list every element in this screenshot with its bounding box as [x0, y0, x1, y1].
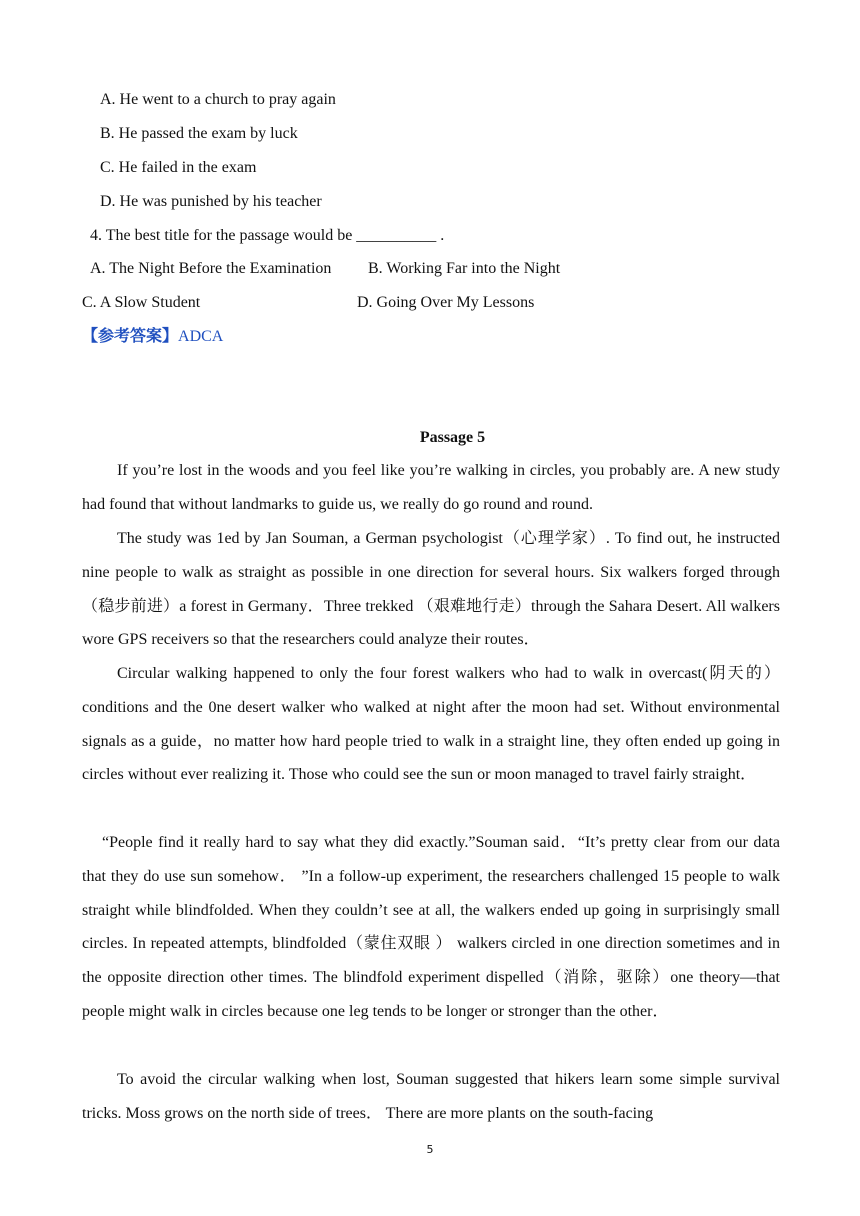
- answer-label: 【参考答案】: [82, 328, 179, 345]
- answer-key: [82, 327, 223, 347]
- q4-option-c: C. A Slow Student: [82, 294, 201, 311]
- q4-option-a: A. The Night Before the Examination: [90, 260, 332, 277]
- passage-paragraph: The study was 1ed by Jan Souman, a German psychologist（心理学家）. To find out, he instructed nine people to walk as straight as possible in one direction for several hours. Six walkers forged through（稳步前进）a forest in Germany．Three trekked （艰难地行走）through the Sahara Desert. All walkers wore GPS receivers so that the researchers could analyze their routes．: [82, 530, 780, 649]
- q4-option-b: B. Working Far into the Night: [368, 260, 561, 277]
- q4-option-d: D. Going Over My Lessons: [357, 294, 535, 311]
- q3-option-a: A. He went to a church to pray again: [100, 91, 336, 108]
- q3-option-d: D. He was punished by his teacher: [100, 193, 322, 210]
- passage-paragraph: To avoid the circular walking when lost, Souman suggested that hikers learn some simple survival tricks. Moss grows on the north side of trees． There are more plants on the south-facing: [82, 1071, 780, 1122]
- passage-paragraph: Circular walking happened to only the four forest walkers who had to walk in overcast(阴天的）conditions and the 0ne desert walker who walked at night after the moon had set. Without environmental signals as a guide，no matter how hard people tried to walk in a straight line, they often ended up going in circles without ever realizing it. Those who could see the sun or moon managed to travel fairly straight．: [82, 665, 780, 784]
- q4-stem: 4. The best title for the passage would be __________ .: [90, 227, 445, 244]
- passage-title: Passage 5: [419, 429, 486, 446]
- page-number: 5: [426, 1143, 434, 1156]
- passage-paragraph: “People find it really hard to say what they did exactly.”Souman said．“It’s pretty clear from our data that they do use sun somehow． ”In a follow-up experiment, the researchers challenged 15 people to walk straight while blindfolded. When they couldn’t see at all, the walkers ended up going in surprisingly small circles. In repeated attempts, blindfolded（蒙住双眼 ） walkers circled in one direction sometimes and in the opposite direction other times. The blindfold experiment dispelled（消除，驱除）one theory—that people might walk in circles because one leg tends to be longer or stronger than the other．: [82, 834, 780, 1020]
- answer-value: ADCA: [178, 328, 224, 345]
- passage-paragraph: If you’re lost in the woods and you feel like you’re walking in circles, you probably are. A new study had found that without landmarks to guide us, we really do go round and round.: [82, 462, 780, 513]
- q3-option-c: C. He failed in the exam: [100, 159, 257, 176]
- q3-option-b: B. He passed the exam by luck: [100, 125, 298, 142]
